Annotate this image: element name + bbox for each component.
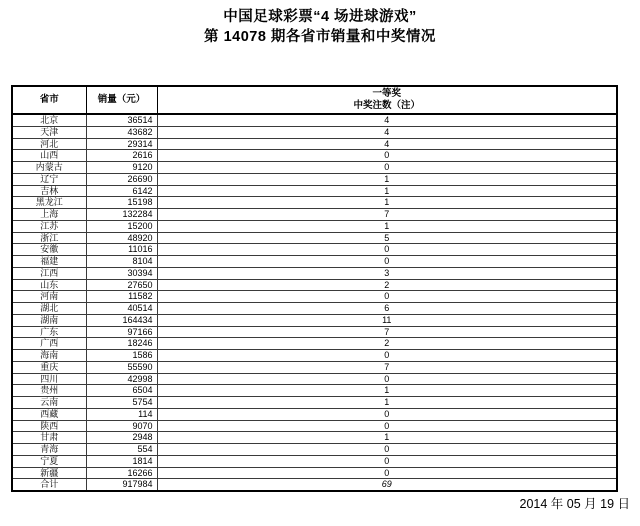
cell-province: 浙江 [12, 232, 86, 244]
cell-prizes: 7 [157, 209, 617, 221]
province-sales-table [11, 85, 618, 492]
cell-prizes: 1 [157, 385, 617, 397]
header-row [12, 86, 617, 114]
cell-prizes: 0 [157, 444, 617, 456]
cell-province: 陕西 [12, 420, 86, 432]
cell-prizes: 5 [157, 232, 617, 244]
cell-province: 江苏 [12, 220, 86, 232]
table-row [12, 114, 617, 126]
cell-prizes: 3 [157, 267, 617, 279]
cell-province: 河南 [12, 291, 86, 303]
cell-province: 江西 [12, 267, 86, 279]
cell-prizes: 0 [157, 150, 617, 162]
cell-prizes: 0 [157, 373, 617, 385]
title-line1: 中国足球彩票“4 场进球游戏” [223, 9, 417, 25]
cell-prizes: 1 [157, 197, 617, 209]
cell-province: 北京 [12, 114, 86, 126]
cell-sales: 27650 [86, 279, 157, 291]
cell-sales: 15200 [86, 220, 157, 232]
col-header-prize-line2: 中奖注数（注） [353, 100, 420, 111]
table-row [12, 138, 617, 150]
table-row [12, 303, 617, 315]
cell-sales: 2616 [86, 150, 157, 162]
cell-prizes: 1 [157, 173, 617, 185]
cell-sales: 1586 [86, 350, 157, 362]
table-row [12, 291, 617, 303]
cell-province: 广东 [12, 326, 86, 338]
cell-sales: 1814 [86, 455, 157, 467]
cell-province: 吉林 [12, 185, 86, 197]
cell-sales: 8104 [86, 256, 157, 268]
col-header-sales: 销量（元） [86, 86, 157, 114]
cell-province: 重庆 [12, 361, 86, 373]
cell-sales: 36514 [86, 114, 157, 126]
cell-prizes: 2 [157, 279, 617, 291]
cell-sales: 29314 [86, 138, 157, 150]
cell-sales: 164434 [86, 314, 157, 326]
table-row [12, 232, 617, 244]
table-row [12, 126, 617, 138]
table-row [12, 385, 617, 397]
cell-prizes: 7 [157, 361, 617, 373]
col-header-first-prize [157, 86, 617, 114]
cell-sales: 11016 [86, 244, 157, 256]
cell-sales: 114 [86, 408, 157, 420]
cell-prizes: 0 [157, 244, 617, 256]
cell-sales: 6142 [86, 185, 157, 197]
cell-sales: 9120 [86, 162, 157, 174]
title-line2: 第 14078 期各省市销量和中奖情况 [204, 29, 436, 45]
cell-prizes: 2 [157, 338, 617, 350]
cell-prizes: 1 [157, 397, 617, 409]
cell-prizes: 0 [157, 455, 617, 467]
cell-province: 新疆 [12, 467, 86, 479]
cell-sales: 6504 [86, 385, 157, 397]
cell-sales: 16266 [86, 467, 157, 479]
cell-province: 湖北 [12, 303, 86, 315]
cell-province: 山西 [12, 150, 86, 162]
cell-prizes: 1 [157, 185, 617, 197]
cell-prizes: 0 [157, 467, 617, 479]
cell-sales: 2948 [86, 432, 157, 444]
cell-province: 甘肃 [12, 432, 86, 444]
cell-sales: 48920 [86, 232, 157, 244]
cell-prizes: 6 [157, 303, 617, 315]
cell-province: 内蒙古 [12, 162, 86, 174]
cell-prizes: 0 [157, 408, 617, 420]
cell-province: 山东 [12, 279, 86, 291]
cell-province: 海南 [12, 350, 86, 362]
cell-sales: 97166 [86, 326, 157, 338]
col-header-province: 省市 [12, 86, 86, 114]
table-row [12, 444, 617, 456]
cell-province: 福建 [12, 256, 86, 268]
table-row [12, 432, 617, 444]
cell-sales: 132284 [86, 209, 157, 221]
cell-province: 黑龙江 [12, 197, 86, 209]
table-row [12, 350, 617, 362]
cell-prizes: 4 [157, 114, 617, 126]
table-row [12, 150, 617, 162]
cell-sales: 30394 [86, 267, 157, 279]
table-row [12, 455, 617, 467]
cell-province: 青海 [12, 444, 86, 456]
page-title [0, 7, 640, 47]
cell-prizes: 4 [157, 126, 617, 138]
cell-sales: 15198 [86, 197, 157, 209]
cell-sales: 9070 [86, 420, 157, 432]
total-row [12, 479, 617, 491]
cell-prizes: 0 [157, 256, 617, 268]
table-row [12, 420, 617, 432]
cell-prizes: 11 [157, 314, 617, 326]
cell-province: 合计 [12, 479, 86, 491]
cell-prizes: 69 [157, 479, 617, 491]
cell-province: 广西 [12, 338, 86, 350]
table-row [12, 326, 617, 338]
cell-sales: 55590 [86, 361, 157, 373]
table-row [12, 467, 617, 479]
cell-sales: 5754 [86, 397, 157, 409]
cell-province: 四川 [12, 373, 86, 385]
table-row [12, 209, 617, 221]
cell-province: 贵州 [12, 385, 86, 397]
cell-prizes: 1 [157, 220, 617, 232]
cell-prizes: 0 [157, 291, 617, 303]
table-row [12, 185, 617, 197]
table-row [12, 373, 617, 385]
report-date: 2014 年 05 月 19 日 [519, 497, 630, 511]
cell-province: 辽宁 [12, 173, 86, 185]
cell-prizes: 1 [157, 432, 617, 444]
cell-sales: 26690 [86, 173, 157, 185]
table-row [12, 397, 617, 409]
cell-province: 湖南 [12, 314, 86, 326]
table-row [12, 220, 617, 232]
table-row [12, 197, 617, 209]
cell-prizes: 7 [157, 326, 617, 338]
cell-province: 云南 [12, 397, 86, 409]
table-row [12, 408, 617, 420]
cell-sales: 42998 [86, 373, 157, 385]
table-row [12, 338, 617, 350]
cell-sales: 554 [86, 444, 157, 456]
cell-sales: 43682 [86, 126, 157, 138]
table-header [12, 86, 617, 114]
cell-sales: 18246 [86, 338, 157, 350]
table-row [12, 361, 617, 373]
table-row [12, 244, 617, 256]
cell-sales: 11582 [86, 291, 157, 303]
table-row [12, 279, 617, 291]
table-row [12, 256, 617, 268]
cell-prizes: 4 [157, 138, 617, 150]
cell-sales: 917984 [86, 479, 157, 491]
table-row [12, 173, 617, 185]
cell-prizes: 0 [157, 350, 617, 362]
col-header-prize-line1: 一等奖 [372, 88, 401, 99]
cell-prizes: 0 [157, 420, 617, 432]
table-row [12, 162, 617, 174]
cell-province: 西藏 [12, 408, 86, 420]
cell-prizes: 0 [157, 162, 617, 174]
table-row [12, 314, 617, 326]
table-body [12, 114, 617, 491]
table-row [12, 267, 617, 279]
cell-province: 上海 [12, 209, 86, 221]
cell-sales: 40514 [86, 303, 157, 315]
cell-province: 天津 [12, 126, 86, 138]
cell-province: 安徽 [12, 244, 86, 256]
cell-province: 河北 [12, 138, 86, 150]
cell-province: 宁夏 [12, 455, 86, 467]
